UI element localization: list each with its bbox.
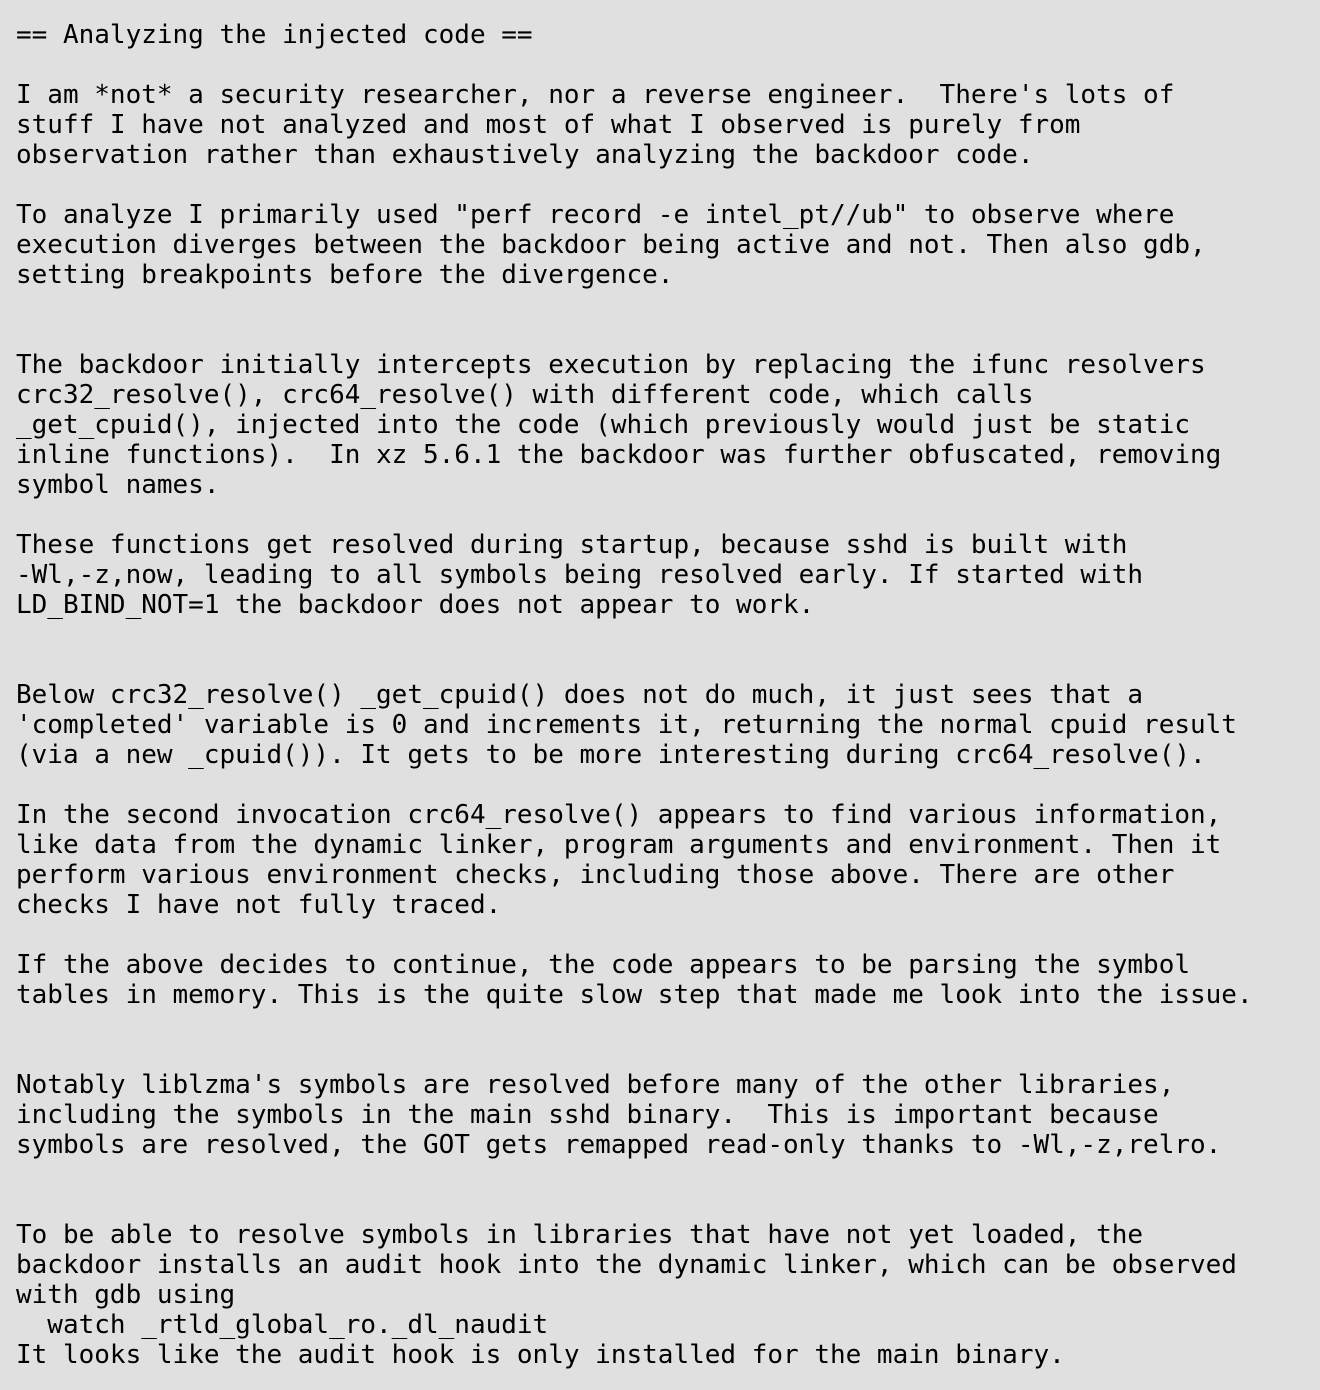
- document-text: == Analyzing the injected code == I am *not* a security researcher, nor a reverse engineer. There's lots of stuff I have not analyzed and most of what I observed is purely from observation rather than exhaustively analyzing the backdoor code. To analyze I primarily used "perf record -e intel_pt//ub" to observe where execution diverges between the backdoor being active and not. Then also gdb, setting breakpoints before the divergence. The backdoor initially intercepts execution by replacing the ifunc resolvers crc32_resolve(), crc64_resolve() with different code, which calls _get_cpuid(), injected into the code (which previously would just be static inline functions). In xz 5.6.1 the backdoor was further obfuscated, removing symbol names. These functions get resolved during startup, because sshd is built with -Wl,-z,now, leading to all symbols being resolved early. If started with LD_BIND_NOT=1 the backdoor does not appear to work. Below crc32_resolve() _get_cpuid() does not do much, it just sees that a 'completed' variable is 0 and increments it, returning the normal cpuid result (via a new _cpuid()). It gets to be more interesting during crc64_resolve(). In the second invocation crc64_resolve() appears to find various information, like data from the dynamic linker, program arguments and environment. Then it perform various environment checks, including those above. There are other checks I have not fully traced. If the above decides to continue, the code appears to be parsing the symbol tables in memory. This is the quite slow step that made me look into the issue. Notably liblzma's symbols are resolved before many of the other libraries, including the symbols in the main sshd binary. This is important because symbols are resolved, the GOT gets remapped read-only thanks to -Wl,-z,relro. To be able to resolve symbols in libraries that have not yet loaded, the backdoor installs an audit hook into the dynamic linker, which can be observed with gdb using watch _rtld_global_ro._dl_naudit It looks like the audit hook is only installed for the main binary.: [16, 20, 1253, 1370]
